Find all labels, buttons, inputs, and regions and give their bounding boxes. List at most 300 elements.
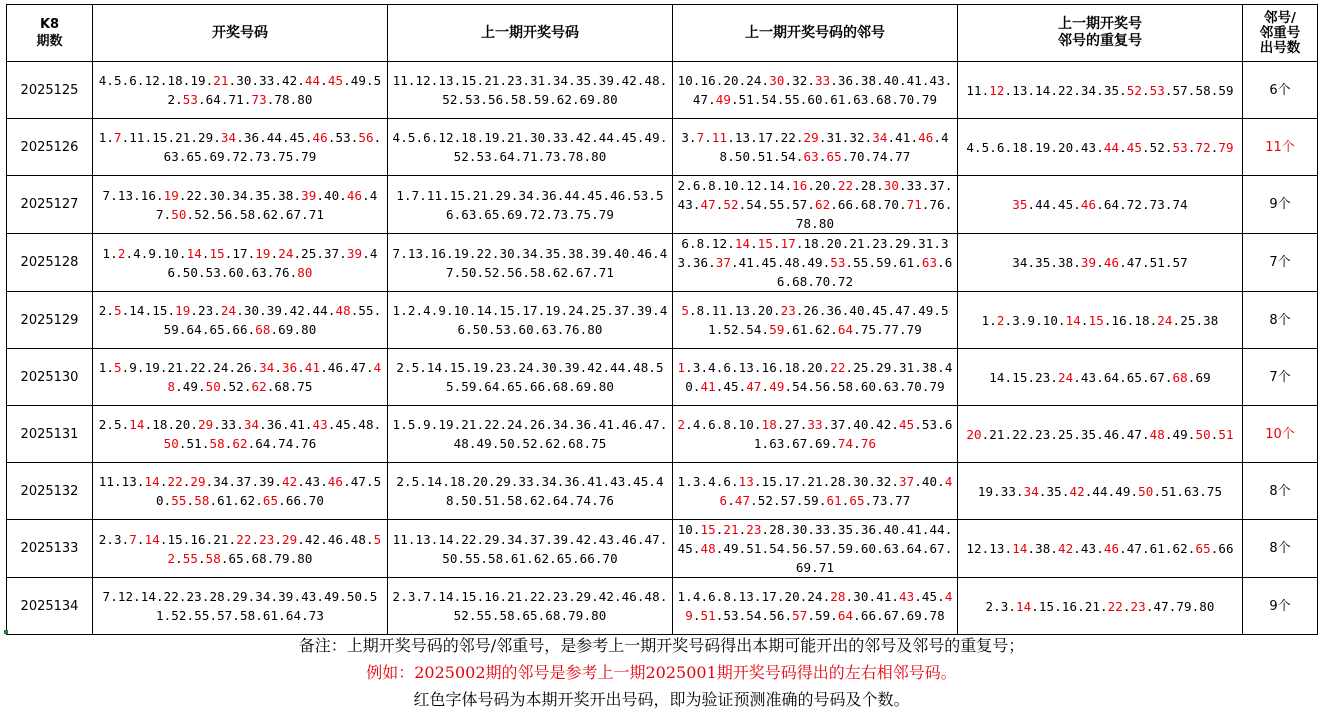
number: 78: [929, 608, 945, 623]
number: 20: [175, 417, 191, 432]
number: 43: [929, 73, 945, 88]
number: 52: [167, 73, 382, 107]
number: 53: [723, 608, 739, 623]
number: 43: [1080, 369, 1097, 385]
number: 16: [190, 531, 206, 547]
number: 40: [613, 245, 630, 261]
number: 56: [358, 130, 374, 145]
number: 8: [723, 589, 732, 604]
number: 15: [1038, 598, 1055, 614]
hit-count-cell: 8个: [1243, 463, 1318, 520]
number: 37: [715, 255, 731, 270]
number: 48: [644, 73, 660, 88]
number: 20: [826, 236, 842, 251]
number: 46: [918, 130, 934, 145]
number: 19: [190, 73, 206, 88]
number: 42: [282, 73, 298, 88]
number: 43: [1080, 541, 1097, 556]
number: 9: [438, 303, 447, 318]
number: 56: [507, 264, 523, 280]
number: 50: [1138, 483, 1154, 499]
issue-cell: 2025130: [7, 349, 93, 406]
number: 80: [591, 149, 607, 164]
number: 26: [236, 360, 252, 375]
number: 43: [304, 474, 321, 489]
number: 4: [708, 360, 716, 375]
issue-cell: 2025132: [7, 463, 93, 520]
number: 36: [282, 360, 298, 375]
number: 63: [461, 206, 477, 222]
number: 68: [876, 92, 892, 107]
number: 66: [860, 608, 877, 623]
number: 34: [552, 73, 569, 88]
prev-draw-cell: 2.5.14.18.20.29.33.34.36.41.43.45.48.50.51.58.62.64.74.76: [388, 463, 673, 520]
number: 28: [209, 589, 225, 604]
number: 1: [98, 360, 107, 375]
number: 68: [255, 322, 271, 337]
number: 26: [803, 303, 819, 318]
repeats-cell: 2.3.14.15.16.21.22.23.47.79.80: [958, 578, 1243, 635]
number: 70: [906, 379, 922, 394]
number: 75: [860, 322, 877, 337]
number: 21: [167, 360, 183, 375]
hit-count-cell: 10个: [1243, 406, 1318, 463]
number: 51: [484, 493, 500, 508]
number: 1: [981, 312, 990, 328]
number: 16: [761, 360, 777, 375]
number: 77: [895, 493, 911, 508]
number: 7: [129, 531, 137, 547]
number: 56: [488, 92, 504, 107]
number: 46: [610, 187, 626, 203]
number: 57: [1172, 82, 1188, 98]
number: 2: [677, 417, 686, 432]
header-row: [7, 5, 1318, 62]
number: 50: [442, 550, 458, 566]
hit-count-cell: 7个: [1243, 349, 1318, 406]
header-issue: K8 期数: [7, 5, 93, 62]
number: 14: [476, 303, 492, 318]
table-row: [7, 62, 1318, 119]
number: 46: [327, 360, 344, 375]
number: 49: [918, 303, 934, 318]
number: 66: [579, 550, 595, 566]
number: 25: [301, 245, 317, 261]
draw-cell: 1.5.9.19.21.22.24.26.34.36.41.46.47.48.49.50.52.62.68.75: [93, 349, 388, 406]
number: 68: [251, 550, 267, 566]
number: 46: [719, 474, 953, 508]
number: 35: [255, 187, 271, 203]
number: 12: [415, 73, 431, 88]
number: 45: [633, 474, 649, 489]
number: 22: [190, 360, 206, 375]
number: 19: [438, 417, 454, 432]
number: 3: [1012, 312, 1020, 328]
number: 53: [182, 92, 198, 107]
number: 53: [465, 92, 481, 107]
number: 71: [228, 92, 244, 107]
number: 55: [194, 608, 210, 623]
number: 19: [453, 245, 469, 261]
number: 80: [818, 216, 835, 231]
number: 22: [461, 531, 477, 547]
neighbors-cell: 1.3.4.6.13.15.17.21.28.30.32.37.40.46.47.52.57.59.61.65.73.77: [673, 463, 958, 520]
number: 6: [129, 73, 137, 88]
number: 33: [906, 178, 922, 193]
number: 39: [552, 531, 569, 547]
number: 61: [792, 322, 808, 337]
number: 22: [236, 531, 252, 547]
number: 6: [996, 139, 1005, 155]
number: 10: [163, 245, 179, 261]
number: 36: [692, 255, 709, 270]
number: 5: [114, 417, 122, 432]
number: 28: [860, 178, 877, 193]
neighbors-cell: 6.8.12.14.15.17.18.20.21.23.29.31.33.36.37.41.45.48.49.53.55.59.61.63.66.68.70.72: [673, 234, 958, 292]
number: 62: [552, 264, 569, 280]
number: 5: [114, 360, 122, 375]
number: 25: [853, 360, 869, 375]
number: 64: [186, 322, 202, 337]
number: 4: [708, 474, 716, 489]
number: 57: [780, 493, 796, 508]
number: 15: [1012, 369, 1028, 385]
number: 58: [837, 379, 854, 394]
number: 65: [209, 322, 225, 337]
prev-draw-cell: 2.5.14.15.19.23.24.30.39.42.44.48.55.59.64.65.66.68.69.80: [388, 349, 673, 406]
number: 39: [346, 245, 363, 261]
number: 14: [1065, 312, 1081, 328]
number: 68: [1172, 369, 1188, 385]
number: 63: [163, 149, 179, 164]
number: 20: [1058, 139, 1074, 155]
number: 79: [1218, 139, 1234, 155]
number: 45: [921, 589, 938, 604]
number: 53: [1149, 82, 1165, 98]
number: 26: [530, 417, 546, 432]
number: 21: [175, 130, 191, 145]
number: 58: [1195, 82, 1211, 98]
number: 62: [262, 206, 279, 222]
number: 1: [392, 417, 401, 432]
number: 50: [171, 206, 187, 222]
number: 4: [692, 417, 701, 432]
number: 53: [830, 255, 846, 270]
number: 48: [784, 255, 800, 270]
number: 30: [769, 73, 785, 88]
number: 14: [989, 369, 1005, 385]
number: 21: [507, 130, 523, 145]
number: 21: [461, 417, 477, 432]
number: 6: [723, 474, 732, 489]
number: 60: [807, 92, 823, 107]
number: 4: [966, 139, 974, 155]
number: 6: [423, 130, 431, 145]
number: 80: [1199, 598, 1215, 614]
number: 15: [449, 187, 466, 203]
number: 19: [472, 360, 488, 375]
issue-cell: 2025131: [7, 406, 93, 463]
number: 37: [899, 474, 915, 489]
number: 76: [564, 322, 580, 337]
number: 39: [301, 187, 317, 203]
number: 30: [499, 245, 515, 261]
number: 33: [220, 417, 237, 432]
footer-line-1: 备注：上期开奖号码的邻号/邻重号，是参考上一期开奖号码得出本期可能开出的邻号及邻号的重复号；: [298, 636, 1025, 655]
number: 11: [711, 130, 728, 145]
number: 3: [407, 589, 416, 604]
number: 44: [312, 303, 328, 318]
number: 14: [438, 531, 454, 547]
number: 24: [518, 360, 534, 375]
number: 7: [114, 130, 122, 145]
header-neighbors: 上一期开奖号码的邻号: [673, 5, 958, 62]
number: 17: [522, 303, 538, 318]
number: 19: [175, 303, 191, 318]
number: 14: [129, 303, 145, 318]
number: 73: [1149, 197, 1165, 212]
number: 47: [446, 245, 668, 280]
number: 58: [240, 206, 256, 222]
number: 46: [167, 245, 378, 280]
number: 29: [232, 589, 248, 604]
number: 23: [507, 73, 523, 88]
number: 38: [278, 187, 294, 203]
number: 43: [301, 589, 317, 604]
number: 24: [807, 589, 823, 604]
number: 40: [849, 303, 865, 318]
number: 37: [236, 474, 252, 489]
number: 38: [568, 245, 584, 261]
number: 46: [312, 130, 328, 145]
number: 31: [826, 130, 842, 145]
number: 22: [830, 360, 846, 375]
number: 51: [757, 149, 773, 164]
number: 76: [301, 436, 317, 451]
neighbors-cell: 10.16.20.24.30.32.33.36.38.40.41.43.47.49.51.54.55.60.61.63.68.70.79: [673, 62, 958, 119]
number: 65: [228, 550, 244, 566]
number: 62: [530, 493, 546, 508]
number: 24: [213, 360, 229, 375]
number: 68: [860, 197, 877, 212]
number: 72: [837, 274, 854, 289]
number: 46: [621, 589, 637, 604]
number: 14: [426, 474, 443, 489]
number: 79: [568, 608, 584, 623]
number: 35: [1103, 82, 1120, 98]
number: 61: [830, 92, 846, 107]
number: 45: [621, 130, 637, 145]
number: 42: [289, 303, 305, 318]
footer-note: [6, 632, 1317, 722]
number: 63: [769, 436, 785, 451]
number: 72: [530, 206, 546, 222]
number: 13: [738, 474, 754, 489]
repeats-cell: 1.2.3.9.10.14.15.16.18.24.25.38: [958, 292, 1243, 349]
number: 22: [837, 178, 854, 193]
number: 56: [769, 608, 785, 623]
number: 41: [598, 417, 614, 432]
number: 54: [746, 608, 762, 623]
number: 46: [457, 303, 668, 337]
number: 65: [826, 149, 842, 164]
neighbors-cell: 1.3.4.6.13.16.18.20.22.25.29.31.38.40.41.45.47.49.54.56.58.60.63.70.79: [673, 349, 958, 406]
number: 5: [411, 474, 420, 489]
prev-draw-cell: 1.2.4.9.10.14.15.17.19.24.25.37.39.46.50.53.60.63.76.80: [388, 292, 673, 349]
number: 33: [807, 417, 823, 432]
number: 66: [530, 379, 546, 394]
number: 63: [883, 379, 899, 394]
number: 21: [213, 531, 229, 547]
number: 65: [556, 550, 572, 566]
number: 46: [346, 187, 363, 203]
number: 14: [734, 236, 751, 251]
number: 29: [803, 130, 819, 145]
number: 52: [723, 197, 739, 212]
number: 34: [255, 589, 271, 604]
number: 64: [499, 149, 515, 164]
number: 4: [133, 245, 141, 261]
number: 30: [541, 360, 557, 375]
number: 75: [278, 149, 294, 164]
number: 2: [396, 360, 404, 375]
number: 18: [1134, 312, 1150, 328]
number: 15: [209, 245, 225, 261]
number: 30: [209, 187, 225, 203]
number: 36: [860, 522, 877, 537]
number: 15: [700, 522, 716, 537]
number: 41: [906, 522, 922, 537]
number: 2: [996, 312, 1005, 328]
number: 35: [1012, 197, 1028, 212]
number: 48: [358, 417, 374, 432]
number: 53: [495, 322, 511, 337]
number: 2: [117, 245, 126, 261]
number: 68: [274, 379, 290, 394]
number: 15: [499, 303, 515, 318]
number: 34: [213, 474, 229, 489]
number: 58: [499, 608, 515, 623]
number: 74: [1172, 197, 1188, 212]
number: 64: [837, 608, 854, 623]
number: 13: [407, 245, 424, 261]
number: 45: [587, 187, 603, 203]
number: 3: [1000, 598, 1009, 614]
number: 48: [335, 303, 351, 318]
number: 40: [883, 522, 899, 537]
number: 69: [795, 560, 812, 575]
number: 42: [575, 531, 592, 547]
number: 34: [243, 417, 260, 432]
number: 50: [472, 322, 488, 337]
number: 3: [681, 130, 689, 145]
number: 53: [476, 149, 492, 164]
number: 62: [815, 197, 831, 212]
number: 59: [769, 322, 785, 337]
number: 74: [278, 436, 294, 451]
number: 13: [738, 589, 754, 604]
number: 32: [792, 73, 808, 88]
number: 23: [552, 589, 569, 604]
number: 52: [1149, 139, 1165, 155]
number: 54: [746, 197, 762, 212]
number: 36: [243, 130, 260, 145]
number: 29: [190, 474, 206, 489]
number: 34: [518, 187, 534, 203]
number: 58: [240, 608, 256, 623]
number: 36: [826, 303, 842, 318]
number: 39: [266, 303, 282, 318]
number: 49: [323, 589, 340, 604]
number: 29: [575, 589, 592, 604]
number: 46: [327, 531, 344, 547]
header-prev-draw: 上一期开奖号码: [388, 5, 673, 62]
number: 42: [281, 474, 298, 489]
number: 66: [232, 322, 248, 337]
number: 66: [1218, 541, 1234, 556]
number: 42: [587, 360, 603, 375]
number: 13: [989, 541, 1005, 556]
number: 11: [966, 82, 982, 98]
number: 12: [438, 130, 454, 145]
number: 80: [301, 322, 317, 337]
number: 59: [461, 379, 477, 394]
number: 73: [255, 149, 271, 164]
number: 42: [876, 417, 892, 432]
number: 79: [598, 206, 614, 222]
number: 45: [677, 541, 693, 556]
number: 34: [507, 531, 523, 547]
number: 80: [297, 264, 313, 280]
number: 47: [644, 531, 660, 547]
number: 10: [738, 417, 754, 432]
number: 23: [495, 360, 511, 375]
number: 50: [205, 379, 221, 394]
number: 34: [541, 474, 557, 489]
number: 22: [780, 130, 796, 145]
number: 7: [102, 187, 111, 203]
number: 70: [815, 274, 831, 289]
number: 52: [453, 608, 469, 623]
number: 42: [598, 589, 614, 604]
number: 9: [1027, 312, 1036, 328]
number: 74: [837, 436, 854, 451]
number: 16: [1061, 598, 1078, 614]
number: 63: [883, 541, 899, 556]
number: 50: [499, 436, 515, 451]
number: 38: [1203, 312, 1219, 328]
number: 52: [442, 92, 458, 107]
number: 15: [461, 589, 477, 604]
draw-cell: 1.7.11.15.21.29.34.36.44.45.46.53.56.63.65.69.72.73.75.79: [93, 119, 388, 176]
number: 6: [708, 589, 716, 604]
number: 50: [734, 149, 751, 164]
number: 14: [129, 417, 145, 432]
number: 39: [598, 73, 614, 88]
number: 44: [1035, 197, 1051, 212]
number: 59: [1218, 82, 1234, 98]
number: 73: [552, 206, 569, 222]
number: 50: [461, 493, 477, 508]
number: 68: [568, 436, 584, 451]
number: 48: [700, 541, 716, 556]
footer-line-2: 例如：2025002期的邻号是参考上一期2025001期开奖号码得出的左右相邻号码。: [366, 663, 957, 682]
number: 37: [614, 303, 630, 318]
neighbors-cell: 3.7.11.13.17.22.29.31.32.34.41.46.48.50.51.54.63.65.70.74.77: [673, 119, 958, 176]
number: 58: [510, 92, 527, 107]
repeats-cell: 35.44.45.46.64.72.73.74: [958, 176, 1243, 234]
number: 73: [251, 92, 267, 107]
